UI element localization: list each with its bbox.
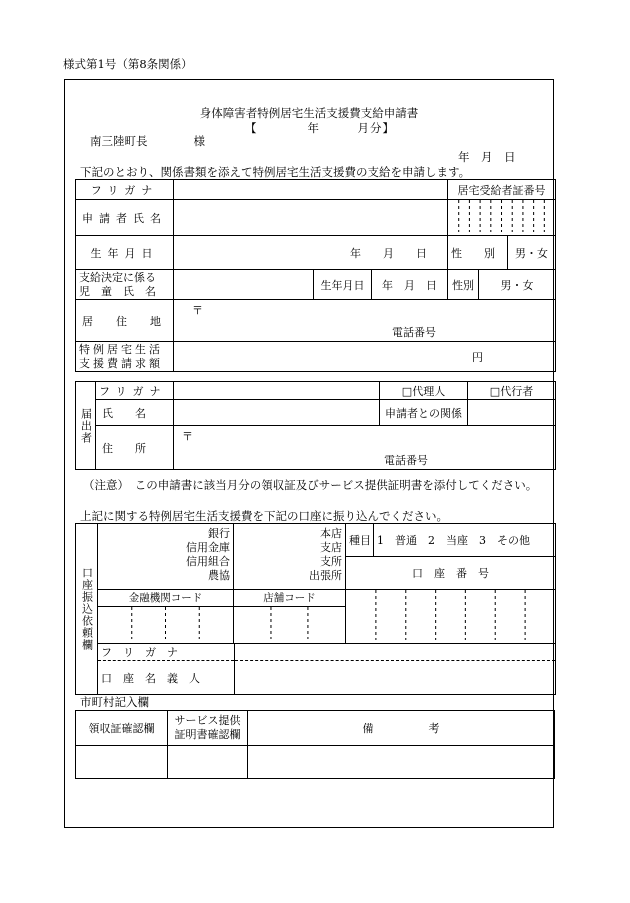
postal-mark: 〒 — [192, 304, 203, 317]
inst-type-2: 信用組合 — [186, 555, 230, 568]
inst-type-1: 信用金庫 — [186, 541, 230, 554]
branch-type-1: 支店 — [320, 541, 342, 554]
form-title: 身体障害者特例居宅生活支援費支給申請書 — [199, 106, 419, 120]
addressee: 南三陸町長 様 — [90, 134, 205, 148]
bank-group-label: 口座振込依頼欄 — [76, 524, 98, 695]
residence-field[interactable] — [174, 300, 556, 342]
service-check-line2: 証明書確認欄 — [174, 728, 241, 741]
attachment-note: （注意） この申請書に該当月分の領収証及びサービス提供証明書を添付してください。 — [83, 478, 538, 492]
notifier-address-label: 住 所 — [96, 426, 174, 470]
application-date[interactable]: 年 月 日 — [458, 150, 516, 164]
child-dob-label: 生年月日 — [314, 270, 372, 300]
claim-amount-field[interactable] — [174, 342, 556, 372]
relation-field[interactable] — [468, 400, 556, 426]
claim-label-line2: 支援費請求額 — [79, 356, 163, 370]
receipt-check-label: 領収証確認欄 — [76, 711, 168, 746]
account-no-dividers — [346, 590, 555, 640]
child-name-label-line1: 支給決定に係る — [79, 270, 156, 284]
inst-code-dividers — [98, 607, 233, 639]
relation-label: 申請者との関係 — [380, 400, 468, 426]
notifier-furigana-field[interactable] — [174, 382, 380, 400]
cert-no-dividers — [448, 200, 555, 232]
notifier-table — [75, 381, 556, 470]
transfer-request-text: 上記に関する特例居宅生活支援費を下記の口座に振り込んでください。 — [80, 509, 448, 523]
applicant-name-label: 申請者氏名 — [76, 200, 174, 236]
notifier-group-label: 届出者 — [76, 382, 96, 470]
account-no-label: 口 座 番 号 — [346, 557, 556, 590]
service-check-label — [168, 711, 248, 746]
account-type-options[interactable]: 1 普通 2 当座 3 その他 — [374, 524, 556, 557]
applicant-table — [75, 179, 556, 372]
inst-code-label: 金融機関コード — [98, 590, 234, 607]
claim-label — [76, 342, 174, 372]
child-dob-field[interactable]: 年 月 日 — [372, 270, 448, 300]
holder-field[interactable] — [234, 661, 555, 695]
yen-unit: 円 — [472, 350, 484, 364]
dob-field[interactable]: 年 月 日 — [174, 236, 448, 270]
residence-phone-label: 電話番号 — [392, 326, 436, 339]
holder-label: 口 座 名 義 人 — [98, 661, 234, 695]
branch-type-cell[interactable] — [234, 524, 346, 590]
service-check-field[interactable] — [168, 746, 248, 779]
notifier-postal-mark: 〒 — [182, 430, 193, 443]
branch-code-field[interactable] — [234, 606, 346, 643]
municipality-table — [75, 710, 555, 779]
branch-code-dividers — [234, 607, 345, 639]
remarks-field[interactable] — [248, 746, 555, 779]
child-sex-label: 性別 — [448, 270, 479, 300]
notifier-phone-label: 電話番号 — [384, 454, 428, 467]
branch-type-0: 本店 — [320, 527, 342, 540]
holder-furigana-field[interactable] — [234, 644, 555, 661]
branch-type-2: 支所 — [320, 555, 342, 568]
claim-label-line1: 特例居宅生活 — [79, 342, 163, 356]
form-subtitle: 【 年 月分】 — [245, 121, 395, 135]
inst-code-field[interactable] — [98, 606, 234, 643]
branch-type-3: 出張所 — [309, 569, 342, 582]
municipality-section-label: 市町村記入欄 — [80, 695, 149, 709]
holder-furigana-label: フ リ ガ ナ — [98, 644, 234, 661]
furigana-label: フリガナ — [76, 180, 174, 200]
child-name-field[interactable] — [174, 270, 314, 300]
service-check-line1: サービス提供 — [174, 714, 241, 727]
branch-code-label: 店舗コード — [234, 590, 346, 607]
applicant-name-field[interactable] — [174, 200, 448, 236]
notifier-name-field[interactable] — [174, 400, 380, 426]
sex-field[interactable]: 男・女 — [508, 236, 556, 270]
form-number: 様式第1号（第8条関係） — [63, 57, 193, 71]
child-name-label-line2: 児 童 氏 名 — [79, 284, 156, 298]
intro-text: 下記のとおり、関係書類を添えて特例居宅生活支援費の支給を申請します。 — [80, 165, 471, 179]
dob-label: 生年月日 — [76, 236, 174, 270]
account-no-field[interactable] — [346, 590, 556, 644]
notifier-address-field[interactable] — [174, 426, 556, 470]
inst-type-3: 農協 — [208, 569, 230, 582]
sex-label: 性 別 — [448, 236, 508, 270]
notifier-name-label: 氏 名 — [96, 400, 174, 426]
agent-checkbox[interactable]: □代理人 — [380, 382, 468, 400]
bank-table — [75, 523, 556, 695]
child-name-label — [76, 270, 174, 300]
proxy-checkbox[interactable]: □代行者 — [468, 382, 556, 400]
notifier-furigana-label: フリガナ — [96, 382, 174, 400]
inst-type-0: 銀行 — [208, 527, 230, 540]
account-type-label: 種目 — [346, 524, 374, 557]
receipt-check-field[interactable] — [76, 746, 168, 779]
cert-no-field[interactable] — [448, 200, 556, 236]
institution-type-cell[interactable] — [98, 524, 234, 590]
remarks-label: 備 考 — [248, 711, 555, 746]
child-sex-field[interactable]: 男・女 — [479, 270, 556, 300]
cert-no-label: 居宅受給者証番号 — [448, 180, 556, 200]
residence-label: 居 住 地 — [76, 300, 174, 342]
holder-cell — [98, 644, 556, 695]
holder-inner — [98, 644, 555, 694]
furigana-field[interactable] — [174, 180, 448, 200]
